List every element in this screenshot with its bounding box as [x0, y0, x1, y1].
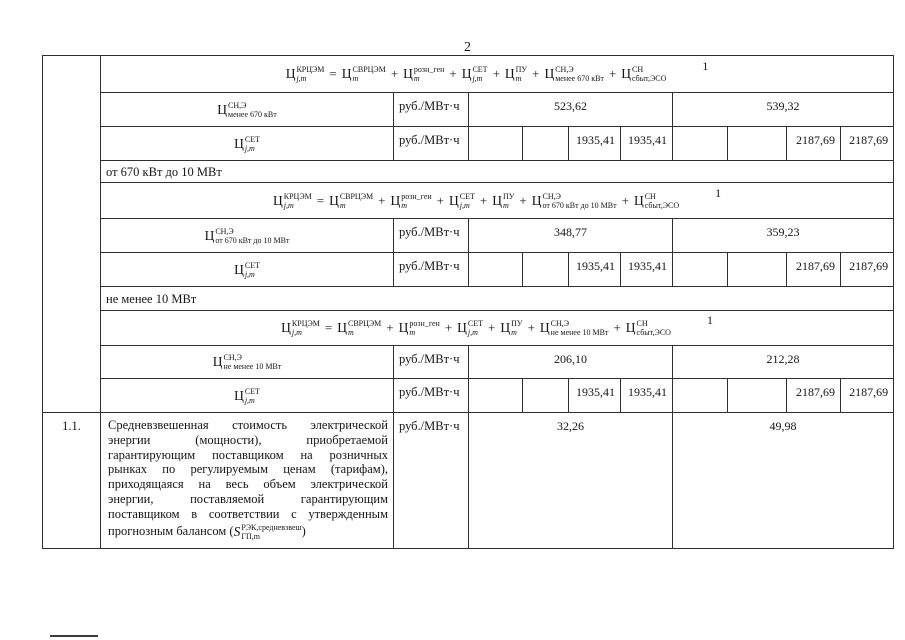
price-formula: [273, 192, 679, 210]
symbol-subscript: от 670 кВт до 10 МВт: [542, 200, 617, 210]
unit-cell: руб./МВт·ч: [394, 219, 469, 253]
footnote-mark: 1: [706, 313, 713, 327]
formula-operator: +: [532, 66, 540, 81]
indexed-symbol: [213, 353, 282, 371]
symbol-indices: [503, 192, 514, 210]
symbol-subscript: менее 670 кВт: [228, 109, 277, 119]
indexed-symbol: [626, 319, 671, 337]
value-cell: [523, 253, 569, 287]
symbol-indices: [348, 319, 381, 337]
symbol-indices: [296, 65, 324, 83]
symbol-base: Ц: [285, 66, 296, 81]
symbol-superscript: ПУ: [511, 319, 523, 328]
symbol-indices: [468, 319, 483, 337]
symbol-base: Ц: [539, 320, 550, 335]
symbol-subscript: ГП,m: [241, 531, 260, 541]
indexed-symbol: [505, 65, 527, 83]
unit-cell: руб./МВт·ч: [394, 253, 469, 287]
value-cell: 539,32: [673, 93, 894, 127]
symbol-base: Ц: [234, 387, 244, 403]
tariff-symbol: [234, 386, 260, 405]
symbol-superscript: СВРЦЭМ: [339, 191, 374, 201]
symbol-superscript: СН,Э: [228, 100, 247, 110]
symbol-subscript: j,m: [467, 328, 478, 337]
symbol-superscript: СЕТ: [244, 260, 260, 270]
symbol-base: Ц: [500, 320, 511, 335]
symbol-indices: [241, 523, 301, 541]
unit-cell: руб./МВт·ч: [394, 413, 469, 549]
symbol-superscript: СЕТ: [244, 386, 260, 396]
symbol-superscript: СЕТ: [467, 319, 484, 328]
symbol-base: Ц: [234, 135, 244, 151]
symbol-indices: [414, 65, 444, 83]
symbol-base: Ц: [390, 192, 401, 208]
symbol-indices: [511, 319, 522, 337]
formula-operator: +: [488, 320, 496, 335]
indexed-symbol: [532, 192, 617, 210]
value-cell: 32,26: [469, 413, 673, 549]
symbol-subscript: j,m: [296, 74, 307, 83]
unit-cell: руб./МВт·ч: [394, 379, 469, 413]
indexed-symbol: [234, 387, 260, 405]
formula-operator: =: [329, 66, 337, 81]
symbol-subscript: j,m: [291, 328, 302, 337]
tariff-symbol: [212, 353, 282, 371]
symbol-subscript: m: [502, 200, 509, 210]
formula-operator: +: [479, 192, 488, 208]
symbol-indices: [401, 192, 431, 210]
indexed-symbol: [540, 319, 609, 337]
price-formula: [281, 319, 671, 337]
tariff-symbol: [234, 260, 260, 279]
symbol-base: Ц: [461, 66, 472, 81]
value-cell: 2187,69: [787, 127, 841, 161]
value-cell: 206,10: [469, 346, 673, 379]
description-line: энергии (мощности), приобретаемой: [108, 432, 388, 447]
symbol-subscript: m: [511, 328, 517, 337]
symbol-subscript: m: [413, 74, 420, 83]
tariff-symbol-cell: [101, 93, 394, 127]
tariff-symbol-cell: [101, 346, 394, 379]
indexed-symbol: [217, 101, 276, 119]
indexed-symbol: [205, 227, 290, 245]
symbol-superscript: СН,Э: [215, 226, 234, 236]
value-cell: [673, 379, 728, 413]
balance-symbol: [233, 522, 302, 541]
value-cell: 1935,41: [569, 127, 621, 161]
symbol-base: Ц: [633, 192, 644, 208]
footnote-rule: [50, 635, 98, 637]
formula-operator: =: [324, 320, 333, 335]
formula-cell: [101, 183, 894, 219]
tariff-symbol-cell: [101, 127, 394, 161]
indexed-symbol: [390, 192, 431, 210]
symbol-subscript: j,m: [283, 200, 294, 210]
symbol-indices: [472, 65, 487, 83]
symbol-base: Ц: [329, 192, 339, 208]
symbol-indices: [284, 192, 312, 210]
symbol-subscript: сбыт,ЭСО: [632, 74, 667, 83]
value-cell: 348,77: [469, 219, 673, 253]
symbol-superscript: СН,Э: [542, 191, 561, 201]
value-cell: [728, 253, 787, 287]
description-line: энергии, поставляемой гарантирующим: [108, 491, 388, 506]
symbol-indices: [555, 65, 604, 83]
symbol-base: Ц: [341, 66, 352, 81]
unit-cell: руб./МВт·ч: [394, 346, 469, 379]
value-cell: [469, 253, 523, 287]
formula-operator: +: [492, 66, 500, 81]
tariff-symbol-cell: [101, 253, 394, 287]
price-formula: [286, 65, 667, 83]
unit-cell: руб./МВт·ч: [394, 127, 469, 161]
indexed-symbol: [234, 261, 260, 279]
indexed-symbol: [234, 135, 260, 153]
formula-cell: [101, 56, 894, 93]
indexed-symbol: [449, 192, 475, 210]
symbol-superscript: СН: [632, 65, 644, 74]
formula-operator: +: [444, 320, 453, 335]
tariff-symbol: [217, 100, 277, 119]
value-cell: 1935,41: [621, 127, 673, 161]
formula-cell: [101, 311, 894, 346]
value-cell: 359,23: [673, 219, 894, 253]
symbol-superscript: СЕТ: [472, 65, 488, 74]
symbol-base: S: [233, 523, 241, 539]
symbol-indices: [340, 192, 373, 210]
symbol-subscript: не менее 10 МВт: [223, 362, 282, 371]
tariff-table: [42, 55, 894, 549]
symbol-superscript: розн_ген: [409, 319, 440, 328]
symbol-superscript: СЕТ: [459, 191, 475, 201]
description-line: рынках по регулируемым ценам (тарифам),: [108, 462, 388, 477]
footnote-mark: 1: [702, 59, 709, 73]
indexed-symbol: [234, 523, 302, 541]
symbol-base: Ц: [212, 354, 223, 369]
symbol-subscript: m: [352, 74, 359, 83]
formula-operator: +: [608, 66, 617, 81]
symbol-base: Ц: [457, 320, 467, 335]
symbol-subscript: m: [515, 74, 522, 83]
tariff-symbol: [204, 226, 290, 245]
formula-operator: +: [386, 320, 394, 335]
symbol-indices: [215, 227, 289, 245]
formula-operator: +: [449, 66, 457, 81]
symbol-base: Ц: [281, 320, 291, 335]
symbol-base: Ц: [398, 320, 409, 335]
symbol-indices: [245, 387, 260, 405]
symbol-superscript: СН,Э: [550, 319, 570, 328]
symbol-superscript: СН: [636, 319, 648, 328]
value-cell: 1935,41: [621, 379, 673, 413]
value-cell: [673, 127, 728, 161]
symbol-base: Ц: [544, 66, 555, 81]
footnote-mark: 1: [715, 185, 722, 200]
symbol-subscript: m: [401, 200, 407, 210]
description-line-last: [108, 523, 388, 541]
symbol-indices: [543, 192, 617, 210]
symbol-subscript: j,m: [244, 143, 255, 153]
symbol-superscript: КРЦЭМ: [283, 191, 312, 201]
description-text: прогнозным балансом (: [108, 523, 234, 538]
value-cell: 1935,41: [569, 253, 621, 287]
symbol-superscript: розн_ген: [413, 65, 445, 74]
formula-operator: +: [527, 320, 535, 335]
symbol-indices: [551, 319, 609, 337]
indexed-symbol: [462, 65, 488, 83]
symbol-base: Ц: [504, 66, 515, 81]
symbol-indices: [637, 319, 671, 337]
value-cell: 2187,69: [787, 253, 841, 287]
indexed-symbol: [281, 319, 320, 337]
indexed-symbol: [399, 319, 440, 337]
formula-operator: +: [621, 192, 629, 208]
value-cell: [469, 379, 523, 413]
value-cell: 1935,41: [569, 379, 621, 413]
description-line: Средневзвешенная стоимость электрической: [108, 418, 388, 432]
symbol-superscript: РЭК,средневзвеш: [241, 522, 302, 532]
formula-operator: =: [316, 192, 325, 208]
value-cell: 49,98: [673, 413, 894, 549]
formula-operator: +: [378, 192, 386, 208]
symbol-base: Ц: [273, 192, 283, 208]
value-cell: 2187,69: [841, 127, 894, 161]
formula-operator: +: [436, 192, 444, 208]
indexed-symbol: [621, 65, 666, 83]
tariff-symbol: [234, 134, 260, 153]
formula-operator: +: [613, 320, 621, 335]
value-cell: 212,28: [673, 346, 894, 379]
symbol-superscript: СН: [644, 191, 656, 201]
symbol-base: Ц: [449, 192, 459, 208]
value-cell: 2187,69: [841, 379, 894, 413]
symbol-subscript: j,m: [472, 74, 483, 83]
indexed-symbol: [457, 319, 483, 337]
unit-cell: руб./МВт·ч: [394, 93, 469, 127]
symbol-superscript: СН,Э: [223, 353, 242, 362]
symbol-indices: [516, 65, 527, 83]
symbol-superscript: ПУ: [515, 65, 528, 74]
symbol-superscript: КРЦЭМ: [291, 319, 320, 328]
symbol-superscript: СВРЦЭМ: [347, 319, 382, 328]
value-cell: [728, 127, 787, 161]
value-cell: 523,62: [469, 93, 673, 127]
symbol-indices: [245, 135, 260, 153]
symbol-superscript: розн_ген: [401, 191, 432, 201]
symbol-base: Ц: [403, 66, 413, 81]
value-cell: [523, 379, 569, 413]
symbol-indices: [632, 65, 666, 83]
value-cell: 1935,41: [621, 253, 673, 287]
indexed-symbol: [342, 65, 386, 83]
symbol-indices: [223, 353, 281, 371]
tariff-symbol-cell: [101, 379, 394, 413]
indexed-symbol: [329, 192, 373, 210]
symbol-base: Ц: [234, 261, 244, 277]
symbol-subscript: j,m: [244, 269, 255, 279]
symbol-subscript: сбыт,ЭСО: [636, 328, 671, 337]
formula-operator: +: [390, 66, 399, 81]
value-cell: [673, 253, 728, 287]
description-line: гарантирующим поставщиком на розничных: [108, 447, 388, 462]
symbol-indices: [353, 65, 386, 83]
formula-operator: +: [519, 192, 527, 208]
indexed-symbol: [286, 65, 325, 83]
symbol-subscript: j,m: [459, 200, 470, 210]
description-text: ): [301, 523, 306, 538]
value-cell: [523, 127, 569, 161]
symbol-superscript: СЕТ: [244, 134, 260, 144]
indexed-symbol: [544, 65, 603, 83]
value-cell: [728, 379, 787, 413]
symbol-base: Ц: [217, 101, 228, 117]
symbol-indices: [228, 101, 277, 119]
item-number: 1.1.: [43, 413, 101, 549]
symbol-base: Ц: [625, 320, 636, 335]
item-description: [101, 413, 394, 549]
symbol-superscript: СН,Э: [555, 65, 574, 74]
symbol-subscript: менее 670 кВт: [555, 74, 604, 83]
symbol-indices: [409, 319, 439, 337]
indexed-symbol: [634, 192, 679, 210]
symbol-subscript: не менее 10 МВт: [550, 328, 609, 337]
indexed-symbol: [403, 65, 444, 83]
symbol-indices: [645, 192, 679, 210]
symbol-superscript: ПУ: [502, 191, 515, 201]
symbol-base: Ц: [621, 66, 632, 81]
indexed-symbol: [492, 192, 514, 210]
symbol-subscript: m: [409, 328, 416, 337]
value-cell: 2187,69: [787, 379, 841, 413]
row-number-cell: [43, 56, 101, 413]
symbol-indices: [460, 192, 475, 210]
symbol-indices: [245, 261, 260, 279]
symbol-subscript: m: [339, 200, 346, 210]
category-heading: не менее 10 МВт: [101, 287, 894, 311]
symbol-superscript: КРЦЭМ: [296, 65, 325, 74]
symbol-subscript: от 670 кВт до 10 МВт: [215, 235, 290, 245]
symbol-subscript: m: [347, 328, 354, 337]
page-number: 2: [464, 40, 471, 55]
indexed-symbol: [337, 319, 381, 337]
symbol-base: Ц: [204, 227, 215, 243]
symbol-indices: [292, 319, 320, 337]
indexed-symbol: [273, 192, 312, 210]
tariff-symbol-cell: [101, 219, 394, 253]
description-line: поставщиком в соответствии с утвержденным: [108, 506, 388, 521]
symbol-superscript: СВРЦЭМ: [352, 65, 386, 74]
category-heading: от 670 кВт до 10 МВт: [101, 161, 894, 183]
symbol-base: Ц: [492, 192, 502, 208]
value-cell: 2187,69: [841, 253, 894, 287]
symbol-base: Ц: [531, 192, 542, 208]
indexed-symbol: [500, 319, 522, 337]
value-cell: [469, 127, 523, 161]
description-line: приходящаяся на весь объем электрической: [108, 477, 388, 492]
symbol-base: Ц: [337, 320, 347, 335]
symbol-subscript: сбыт,ЭСО: [644, 200, 680, 210]
symbol-subscript: j,m: [244, 395, 255, 405]
